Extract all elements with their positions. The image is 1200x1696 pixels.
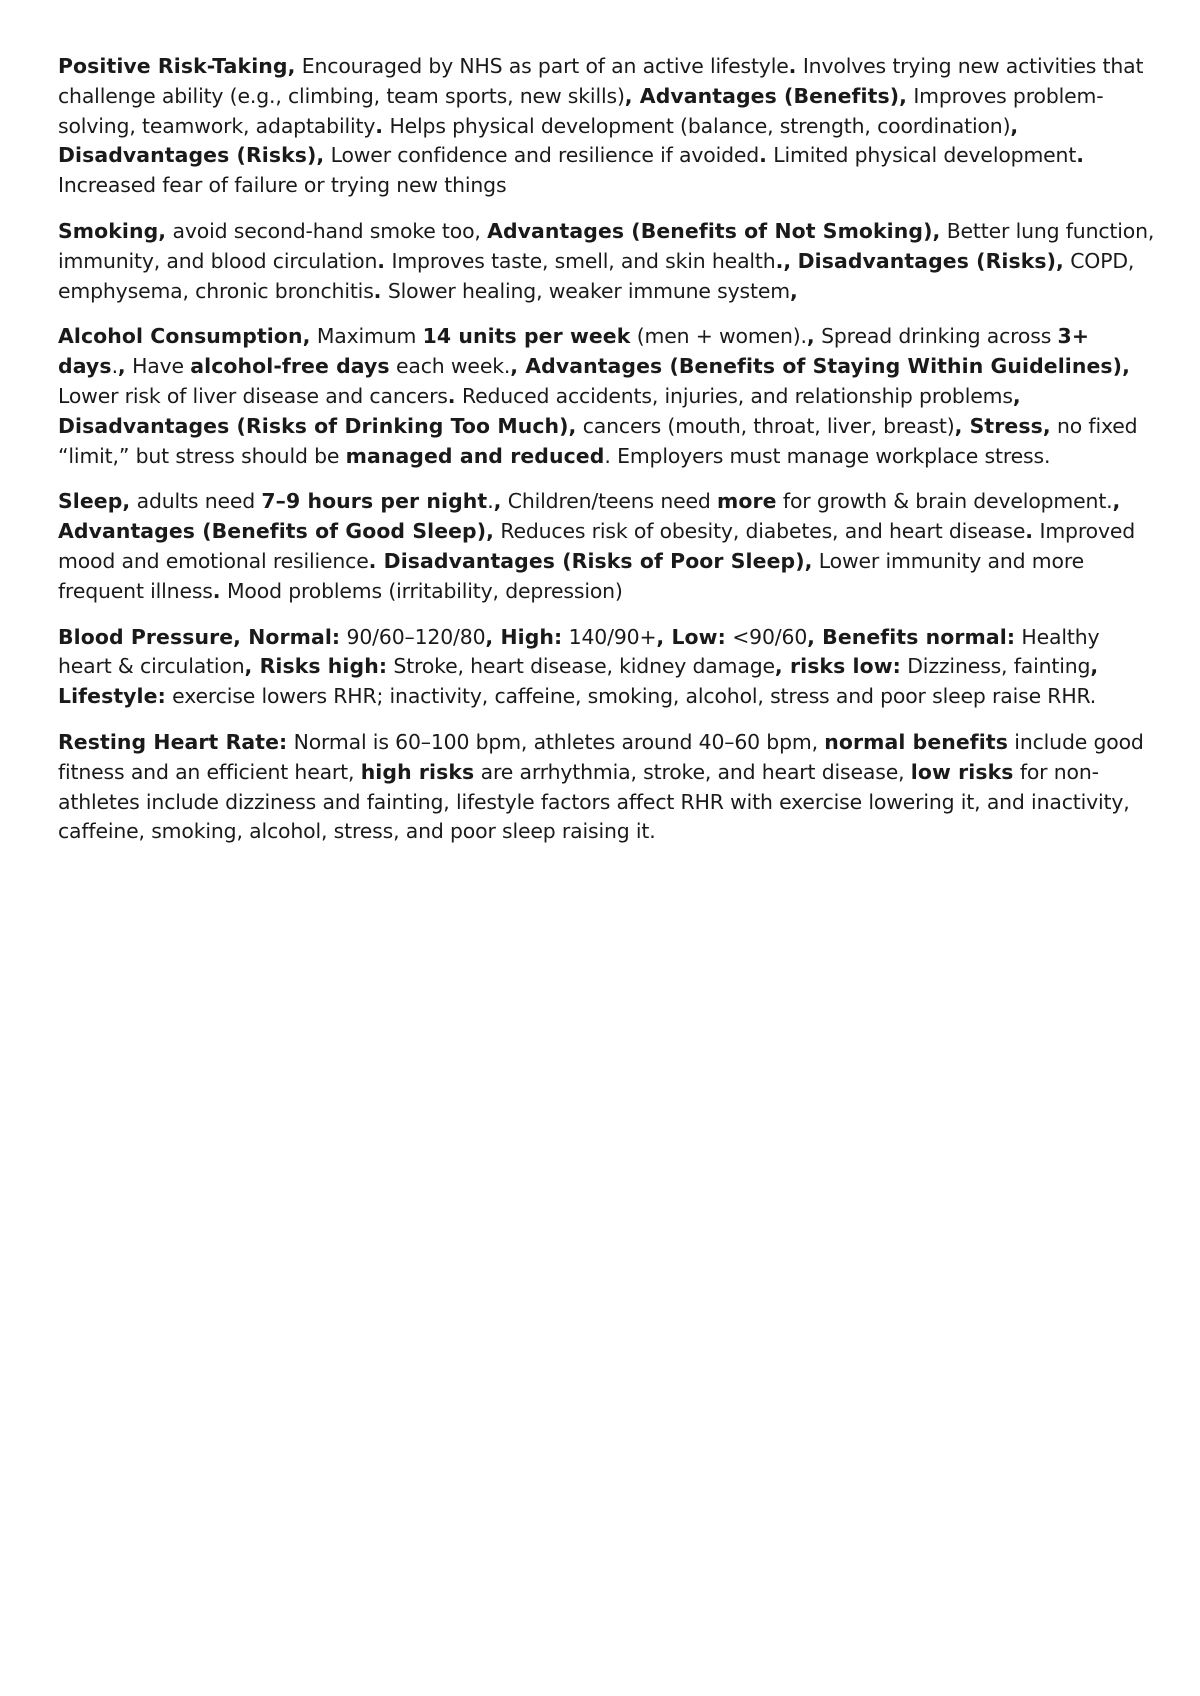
text-segment: Spread drinking across: [814, 324, 1058, 349]
bold-text-segment: .,: [775, 248, 792, 273]
text-segment: COPD, emphysema, chronic bronchitis: [58, 248, 1135, 303]
bold-text-segment: ,: [493, 489, 502, 514]
bold-text-segment: Positive Risk-Taking,: [58, 54, 296, 78]
bold-text-segment: .: [759, 143, 767, 168]
text-segment: Healthy heart & circulation: [58, 624, 1100, 679]
text-segment: no fixed “limit,” but stress should be: [58, 413, 1138, 468]
bold-text-segment: managed and reduced: [345, 443, 605, 468]
text-segment: . Employers must manage workplace stress.: [604, 443, 1051, 468]
text-segment: Lower immunity and more frequent illness: [58, 548, 1085, 603]
bold-text-segment: low risks: [910, 759, 1014, 784]
paragraph-positive-risk-taking: [58, 52, 1158, 201]
text-segment: Normal is 60–100 bpm, athletes around 40–60 bpm,: [287, 729, 825, 754]
bold-text-segment: Alcohol Consumption,: [58, 324, 311, 349]
bold-text-segment: Smoking,: [58, 218, 167, 243]
text-segment: for growth & brain development.: [776, 489, 1113, 514]
paragraph-resting-heart-rate: [58, 728, 1158, 847]
text-segment: cancers (mouth, throat, liver, breast): [576, 413, 955, 438]
text-segment: 140/90+: [562, 624, 657, 649]
bold-text-segment: , Benefits normal:: [807, 624, 1016, 649]
text-segment: adults need: [130, 489, 262, 514]
text-segment: <90/60: [725, 624, 808, 649]
bold-text-segment: , Low:: [656, 624, 726, 649]
bold-text-segment: Sleep,: [58, 489, 131, 514]
text-segment: Have: [125, 354, 191, 379]
text-segment: Lower risk of liver disease and cancers: [58, 383, 448, 408]
bold-text-segment: . Disadvantages (Risks of Poor Sleep),: [368, 548, 813, 573]
bold-text-segment: .: [373, 278, 382, 303]
text-segment: Maximum: [310, 324, 423, 349]
text-segment: 90/60–120/80: [340, 624, 486, 649]
text-segment: Dizziness, fainting: [900, 654, 1091, 679]
text-segment: Increased fear of failure or trying new things: [58, 173, 507, 198]
bold-text-segment: more: [717, 489, 777, 514]
text-segment: each week.: [389, 354, 511, 379]
paragraph-alcohol-consumption: [58, 322, 1158, 471]
bold-text-segment: , Lifestyle:: [58, 654, 1099, 709]
text-segment: are arrhythmia, stroke, and heart disease,: [474, 759, 911, 784]
bold-text-segment: .: [788, 54, 797, 78]
bold-text-segment: , Disadvantages (Risks),: [58, 113, 1019, 168]
text-segment: Encouraged by NHS as part of an active lifestyle: [295, 54, 789, 78]
text-segment: Helps physical development (balance, strength, coordination): [383, 113, 1011, 138]
text-segment: exercise lowers RHR; inactivity, caffeine, smoking, alcohol, stress and poor sleep raise RHR.: [165, 684, 1097, 709]
text-segment: Slower healing, weaker immune system: [381, 278, 790, 303]
text-segment: Reduced accidents, injuries, and relationship problems: [455, 383, 1013, 408]
text-segment: Stroke, heart disease, kidney damage: [387, 654, 775, 679]
text-segment: Limited physical development: [766, 143, 1077, 168]
bold-text-segment: ,: [789, 278, 798, 303]
bold-text-segment: .: [212, 578, 221, 603]
bold-text-segment: ,: [117, 354, 126, 379]
document-page: [58, 52, 1158, 863]
text-segment: Better lung function, immunity, and blood circulation: [58, 218, 1155, 273]
text-segment: (men + women).: [630, 324, 807, 349]
text-segment: Improves taste, smell, and skin health: [385, 248, 776, 273]
bold-text-segment: , High:: [485, 624, 563, 649]
bold-text-segment: , Advantages (Benefits),: [624, 83, 907, 108]
bold-text-segment: Blood Pressure, Normal:: [58, 624, 341, 649]
text-segment: Improved mood and emotional resilience: [58, 519, 1136, 573]
text-segment: .: [111, 354, 118, 379]
text-segment: include good fitness and an efficient heart,: [58, 729, 1144, 784]
bold-text-segment: Disadvantages (Risks),: [797, 248, 1064, 273]
bold-text-segment: .: [1076, 143, 1085, 168]
bold-text-segment: Advantages (Benefits of Not Smoking),: [487, 218, 941, 243]
bold-text-segment: , Advantages (Benefits of Staying Within Guidelines),: [510, 354, 1130, 379]
bold-text-segment: .: [1025, 519, 1034, 544]
bold-text-segment: 14 units per week: [422, 324, 631, 349]
bold-text-segment: , Advantages (Benefits of Good Sleep),: [58, 489, 1121, 544]
text-segment: avoid second-hand smoke too,: [166, 218, 488, 243]
bold-text-segment: alcohol-free days: [190, 354, 390, 379]
bold-text-segment: Resting Heart Rate:: [58, 729, 288, 754]
bold-text-segment: .: [377, 248, 386, 273]
paragraph-smoking: [58, 217, 1158, 306]
text-segment: for non-athletes include dizziness and fainting, lifestyle factors affect RHR with exercise lowering it, and inactivity, caffeine, smoking, alcohol, stress, and poor sleep raising it.: [58, 759, 1130, 844]
bold-text-segment: .: [447, 383, 456, 408]
text-segment: Lower confidence and resilience if avoided: [324, 143, 760, 168]
text-segment: Involves trying new activities that challenge ability (e.g., climbing, team sports, new skills): [58, 54, 1144, 108]
paragraph-sleep: [58, 487, 1158, 606]
paragraph-blood-pressure: [58, 623, 1158, 712]
text-segment: Improves problem-solving, teamwork, adaptability: [58, 83, 1104, 138]
text-segment: .: [487, 489, 494, 514]
text-segment: Mood problems (irritability, depression): [220, 578, 623, 603]
text-segment: Children/teens need: [501, 489, 718, 514]
text-segment: Reduces risk of obesity, diabetes, and heart disease: [494, 519, 1026, 544]
bold-text-segment: 7–9 hours per night: [261, 489, 488, 514]
bold-text-segment: , risks low:: [774, 654, 901, 679]
bold-text-segment: , Stress,: [954, 413, 1051, 438]
bold-text-segment: , Risks high:: [244, 654, 388, 679]
bold-text-segment: , Disadvantages (Risks of Drinking Too Much),: [58, 383, 1021, 438]
bold-text-segment: high risks: [360, 759, 475, 784]
bold-text-segment: .: [375, 113, 384, 138]
bold-text-segment: ,: [806, 324, 815, 349]
bold-text-segment: 3+ days: [58, 324, 1090, 379]
bold-text-segment: normal benefits: [824, 729, 1008, 754]
